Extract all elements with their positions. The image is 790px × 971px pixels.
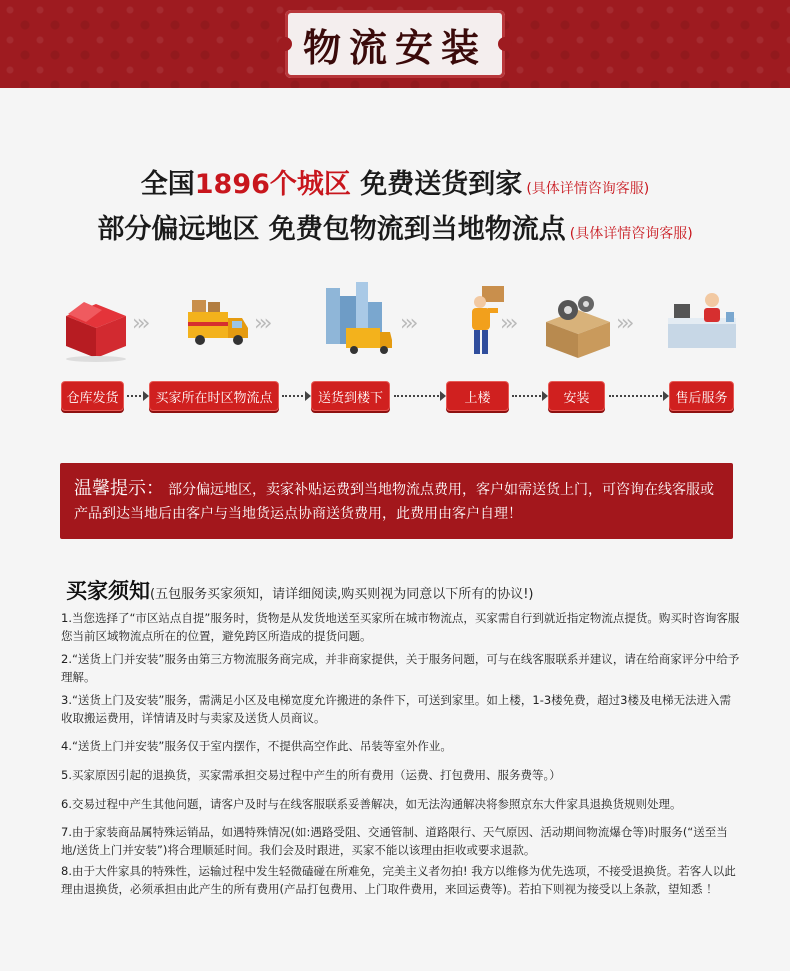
notice-subtitle: (五包服务买家须知，请详细阅读,购买则视为同意以下所有的协议!): [150, 587, 534, 602]
notice-item-1: 1.当您选择了“市区站点自提”服务时，货物是从发货地送至买家所在城市物流点，买家需自行到就近指定物流点提货。购买时咨询客服您当前区域物流点所在的位置，避免跨区所造成的提货问题。: [61, 611, 740, 643]
headline-free-delivery: [0, 162, 790, 201]
flow-arrow-icon: ›››: [254, 311, 269, 336]
headline-note: (具体详情咨询客服): [526, 181, 650, 197]
notice-item-8: 8.由于大件家具的特殊性，运输过程中发生轻微磕碰在所难免，完美主义者勿拍! 我方以维修为优先选项，不接受退换货。若客人以此理由退换货，必须承担由此产生的所有费用(产品打包费用、上门取件费用，来回运费等)。若拍下则视为接受以上条款，望知悉 ！: [61, 864, 736, 896]
step-connector: [127, 395, 145, 397]
headline-text: 免费送货到家: [350, 169, 523, 200]
flow-arrow-icon: ›››: [500, 311, 515, 336]
step-deliver-downstairs: 送货到楼下: [311, 381, 390, 411]
header-banner: [0, 0, 790, 88]
delivery-truck-icon: [178, 282, 254, 362]
flow-arrow-icon: ›››: [616, 311, 631, 336]
gear-box-icon: [540, 282, 616, 362]
step-connector: [609, 395, 665, 397]
warm-tip-box: [60, 463, 733, 539]
flow-arrow-icon: ›››: [132, 311, 147, 336]
step-warehouse-dispatch: 仓库发货: [61, 381, 124, 411]
headline-remote-areas: [0, 207, 790, 246]
flow-arrow-icon: ›››: [400, 311, 415, 336]
headline-text: 全国: [140, 169, 195, 200]
tip-label: 温馨提示：: [74, 478, 164, 499]
buyer-notice-title: [66, 575, 534, 605]
step-after-sales: 售后服务: [669, 381, 734, 411]
notice-item-3: 3.“送货上门及安装”服务，需满足小区及电梯宽度允许搬进的条件下，可送到家里。如上楼，1-3楼免费，超过3楼及电梯无法进入需收取搬运费用，详情请及时与卖家及送货人员商议。: [61, 693, 731, 725]
notice-item-4: 4.“送货上门并安装”服务仅于室内摆作，不提供高空作此、吊装等室外作业。: [61, 739, 452, 753]
step-connector: [512, 395, 544, 397]
page-title: 物流安装: [302, 24, 487, 70]
support-desk-icon: [664, 282, 740, 362]
title-plate: [285, 10, 505, 78]
step-upstairs: 上楼: [446, 381, 509, 411]
step-connector: [394, 395, 442, 397]
notice-item-5: 5.买家原因引起的退换货，买家需承担交易过程中产生的所有费用（运费、打包费用、服务费等。）: [61, 768, 561, 782]
step-installation: 安装: [548, 381, 605, 411]
notice-item-2: 2.“送货上门并安装”服务由第三方物流服务商完成，并非商家提供，关于服务问题，可与在线客服联系并建议，请在给商家评分中给予理解。: [61, 652, 740, 684]
headline-text: 部分偏远地区 免费包物流到当地物流点: [97, 214, 566, 245]
notice-item-6: 6.交易过程中产生其他问题，请客户及时与在线客服联系妥善解决，如无法沟通解决将参照京东大件家具退换货规则处理。: [61, 797, 682, 811]
notice-heading: 买家须知: [66, 579, 150, 603]
city-truck-icon: [318, 282, 394, 362]
step-local-logistics-point: 买家所在时区物流点: [149, 381, 279, 411]
tip-text: 部分偏远地区，卖家补贴运费到当地物流点费用，客户如需送货上门，可咨询在线客服或产品到达当地后由客户与当地货运点协商送货费用，此费用由客户自理！: [74, 482, 714, 522]
step-connector: [282, 395, 307, 397]
headline-city-count: 1896个城区: [194, 169, 351, 200]
warehouse-box-icon: [58, 282, 134, 362]
notice-item-7: 7.由于家装商品属特殊运销品，如遇特殊情况(如:遇路受阻、交通管制、道路限行、天气原因、活动期间物流爆仓等)时服务(“送至当地/送货上门并安装”)将合理顺延时间。我们会及时跟进，买家不能以该理由拒收或要求退款。: [61, 825, 728, 857]
headline-note: (具体详情咨询客服): [569, 226, 693, 242]
